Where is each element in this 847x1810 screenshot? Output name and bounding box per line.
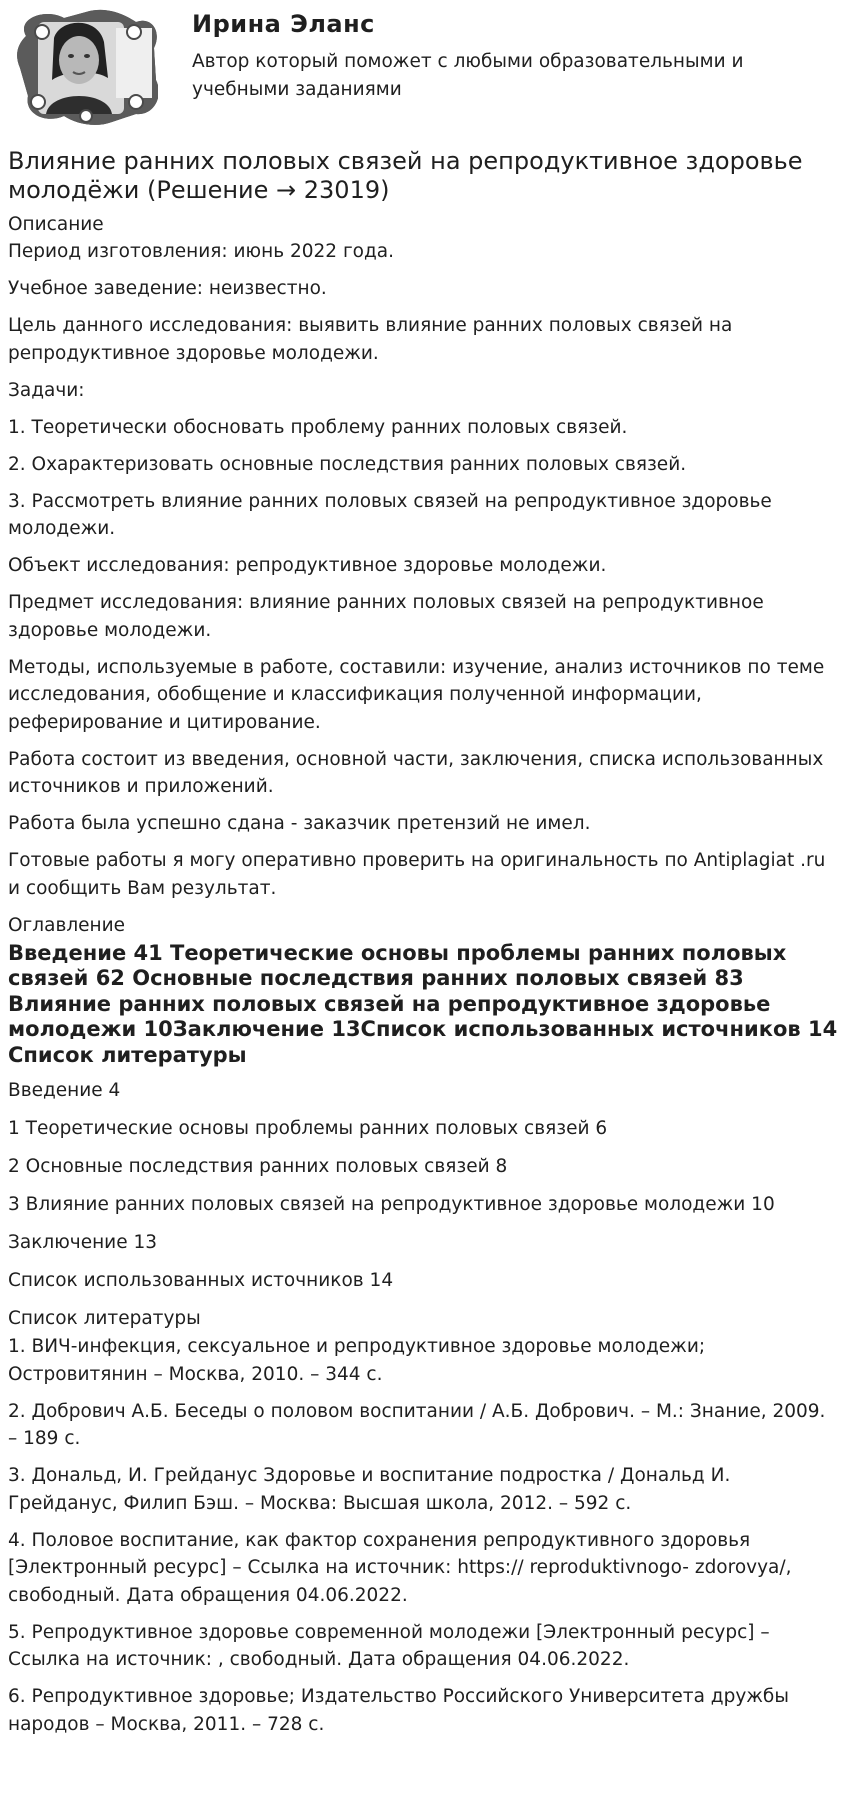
toc-item: Введение 4 <box>8 1080 121 1101</box>
description-paragraph: Работа была успешно сдана - заказчик претензий не имел. <box>8 813 591 834</box>
description-paragraph: Работа состоит из введения, основной части, заключения, списка использованных источников и приложений. <box>8 748 824 797</box>
description-paragraph: Период изготовления: июнь 2022 года. <box>8 241 394 262</box>
author-description: Автор который поможет с любыми образовательными и учебными заданиями <box>192 51 744 100</box>
references-label: Список литературы <box>8 1308 201 1329</box>
toc-item: Заключение 13 <box>8 1232 158 1253</box>
description-paragraph: Предмет исследования: влияние ранних половых связей на репродуктивное здоровье молодежи. <box>8 592 764 641</box>
reference-item: 4. Половое воспитание, как фактор сохранения репродуктивного здоровья [Электронный ресурс] – Ссылка на источник: https:// reproduktivnogo- zdorovya/, свободный. Дата обращения 04.06.2022. <box>8 1529 792 1606</box>
description-paragraph: 1. Теоретически обосновать проблему ранних половых связей. <box>8 416 628 438</box>
reference-item: 6. Репродуктивное здоровье; Издательство Российского Университета дружбы народов – Москва, 2011. – 728 c. <box>8 1686 789 1735</box>
reference-item: 2. Добрович А.Б. Беседы о половом воспитании / А.Б. Добрович. – М.: Знание, 2009. – 189 c. <box>8 1400 826 1449</box>
description-paragraph: Методы, используемые в работе, составили: изучение, анализ источников по теме исследования, обобщение и классификация полученной информации, реферирование и цитирование. <box>8 656 825 733</box>
author-header <box>8 0 847 140</box>
description-paragraph: 2. Охарактеризовать основные последствия ранних половых связей. <box>8 453 687 475</box>
description-paragraph: Учебное заведение: неизвестно. <box>8 278 327 299</box>
description-paragraph: Задачи: <box>8 379 85 401</box>
description-label: Описание <box>8 214 104 235</box>
description-paragraph: Цель данного исследования: выявить влияние ранних половых связей на репродуктивное здоровье молодежи. <box>8 315 733 364</box>
toc-item: 2 Основные последствия ранних половых связей 8 <box>8 1156 508 1177</box>
description-body <box>8 238 847 902</box>
reference-item: 1. ВИЧ-инфекция, сексуальное и репродуктивное здоровье молодежи; Островитянин – Москва, 2010. – 344 c. <box>8 1336 706 1385</box>
reference-item: 3. Дональд, И. Грейданус Здоровье и воспитание подростка / Дональд И. Грейданус, Филип Бэш. – Москва: Высшая школа, 2012. – 592 c. <box>8 1465 731 1514</box>
toc-label: Оглавление <box>8 914 126 936</box>
description-paragraph: 3. Рассмотреть влияние ранних половых связей на репродуктивное здоровье молодежи. <box>8 490 772 539</box>
author-avatar[interactable] <box>16 8 158 126</box>
description-paragraph: Объект исследования: репродуктивное здоровье молодежи. <box>8 555 607 576</box>
toc-list <box>8 1077 847 1295</box>
description-paragraph: Готовые работы я могу оперативно проверить на оригинальность по Antiplagiat .ru и сообщить Вам результат. <box>8 850 826 899</box>
toc-item: 1 Теоретические основы проблемы ранних половых связей 6 <box>8 1118 608 1139</box>
references-list <box>8 1333 847 1738</box>
toc-bold-summary: Введение 41 Теоретические основы проблемы ранних половых связей 62 Основные последствия ранних половых связей 83 Влияние ранних половых связей на репродуктивное здоровье молодежи 10Заключение 13Список использованных источников 14 Список литературы <box>8 940 838 1067</box>
reference-item: 5. Репродуктивное здоровье современной молодежи [Электронный ресурс] – Ссылка на источник: , свободный. Дата обращения 04.06.2022. <box>8 1621 770 1670</box>
author-name[interactable]: Ирина Эланс <box>192 10 375 38</box>
toc-item: Список использованных источников 14 <box>8 1270 394 1291</box>
document-title: Влияние ранних половых связей на репродуктивное здоровье молодёжи (Решение → 23019) <box>8 147 803 204</box>
toc-item: 3 Влияние ранних половых связей на репродуктивное здоровье молодежи 10 <box>8 1194 775 1215</box>
